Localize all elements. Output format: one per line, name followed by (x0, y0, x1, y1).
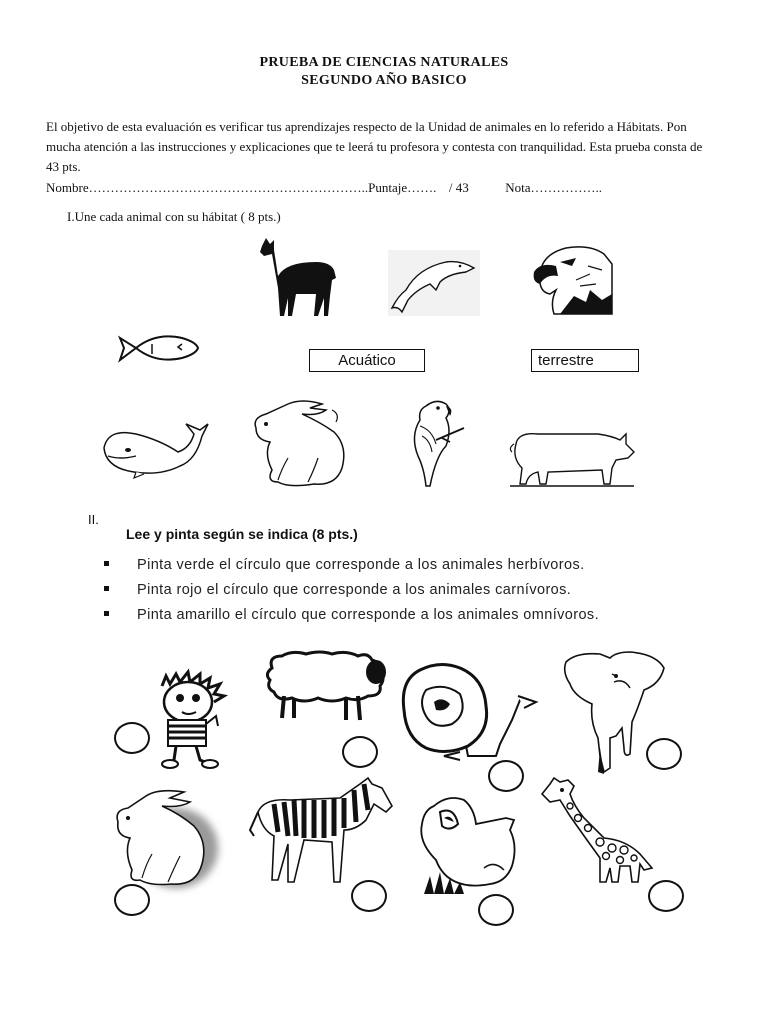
section-2-heading: Lee y pinta según se indica (8 pts.) (126, 526, 358, 542)
answer-circle-boy[interactable] (114, 722, 150, 754)
instruction-carnivores: Pinta rojo el círculo que corresponde a los animales carnívoros. (104, 582, 571, 598)
fish-icon (116, 332, 200, 364)
answer-circle-elephant[interactable] (646, 738, 682, 770)
giraffe-icon (540, 776, 658, 888)
score-label[interactable]: Puntaje……. (368, 180, 437, 195)
boar-icon (414, 790, 520, 898)
section-1-heading: I.Une cada animal con su hábitat ( 8 pts.) (67, 209, 281, 224)
name-label[interactable]: Nombre……………………………………………………….. (46, 180, 369, 195)
habitat-label-acuatico: Acuático (309, 349, 425, 372)
bullet-icon (104, 586, 109, 591)
answer-circle-lion[interactable] (488, 760, 524, 792)
bullet-icon (104, 561, 109, 566)
llama-icon (256, 236, 340, 318)
bullet-icon (104, 611, 109, 616)
sheep-icon (262, 648, 388, 724)
zebra-icon (244, 776, 396, 888)
eagle-icon (530, 244, 614, 318)
grade-label[interactable]: Nota…………….. (505, 180, 603, 195)
boy-icon (152, 672, 228, 770)
answer-circle-zebra[interactable] (351, 880, 387, 912)
answer-circle-rabbit[interactable] (114, 884, 150, 916)
whale-icon (100, 420, 210, 482)
student-info-line (46, 180, 602, 196)
instruction-herbivores: Pinta verde el círculo que corresponde a los animales herbívoros. (104, 557, 585, 573)
answer-circle-giraffe[interactable] (648, 880, 684, 912)
page-subtitle: SEGUNDO AÑO BASICO (301, 73, 467, 88)
intro-paragraph: El objetivo de esta evaluación es verificar tus aprendizajes respecto de la Unidad de animales en lo referido a Hábitats. Pon mucha atención a las instrucciones y explicaciones que te leerá tu profesora y contesta con tranquilidad. Esta prueba consta de 43 pts. (46, 119, 703, 174)
pig-icon (508, 428, 636, 490)
answer-circle-boar[interactable] (478, 894, 514, 926)
instruction-omnivores: Pinta amarillo el círculo que corresponde a los animales omnívoros. (104, 607, 599, 623)
rabbit-icon (248, 398, 348, 490)
section-2-number: II. (88, 512, 99, 527)
score-total: / 43 (448, 180, 469, 195)
rabbit-icon (110, 786, 220, 892)
answer-circle-sheep[interactable] (342, 736, 378, 768)
page-title: PRUEBA DE CIENCIAS NATURALES (259, 55, 509, 70)
lion-icon (400, 660, 540, 764)
dolphin-icon (388, 250, 480, 316)
habitat-label-terrestre: terrestre (531, 349, 639, 372)
parrot-icon (406, 396, 468, 488)
